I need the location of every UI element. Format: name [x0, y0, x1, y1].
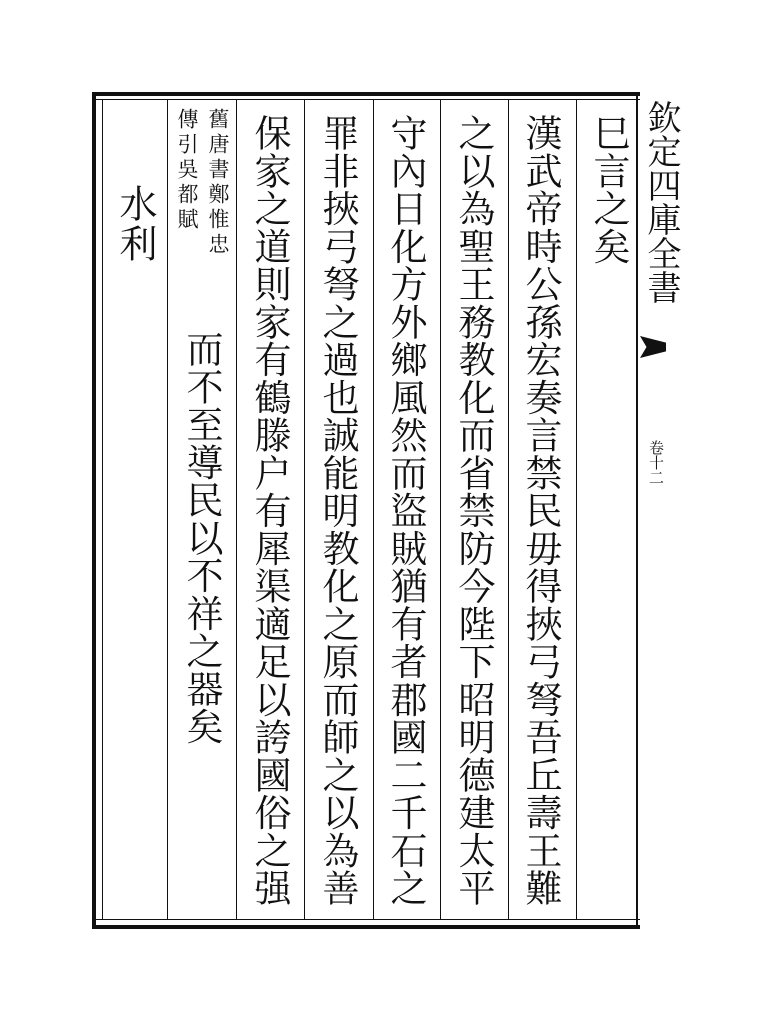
text-column-5: 罪非挾弓弩之過也誠能明教化之原而師之以為善: [316, 114, 359, 907]
column-rule: [576, 100, 577, 920]
top-border: [92, 92, 640, 96]
text-column-3: 之以為聖王務教化而省禁防今陛下昭明德建太平: [452, 114, 495, 907]
text-column-4: 守內日化方外鄉風然而盜賊猶有者郡國二千石之: [384, 114, 427, 907]
top-border-inner: [92, 99, 640, 100]
column-rule: [236, 100, 237, 920]
strip-rule: [636, 96, 638, 926]
left-border: [92, 92, 96, 929]
fish-tail-mark: [640, 336, 666, 358]
note-line-1: 舊唐書鄭惟忠: [206, 108, 230, 258]
column-rule: [508, 100, 509, 920]
left-border-inner: [102, 100, 103, 920]
column-rule: [440, 100, 441, 920]
column-rule: [304, 100, 305, 920]
text-column-2: 漢武帝時公孫宏奏言禁民毋得挾弓弩吾丘壽王難: [519, 114, 562, 907]
column-rule: [373, 100, 374, 920]
book-title: 欽定四庫全書: [641, 100, 681, 304]
section-heading: 水利: [113, 184, 157, 264]
note-continuation: 而不至導民以不祥之器矣: [180, 330, 223, 746]
column-rule: [167, 100, 168, 920]
text-column-1: 巳言之矣: [587, 114, 630, 265]
volume-label: 卷十二: [647, 440, 665, 485]
bottom-border-inner: [92, 919, 640, 920]
text-column-6: 保家之道則家有鶴滕户有犀渠適足以誇國俗之强: [248, 114, 291, 907]
bottom-border: [92, 925, 640, 929]
note-line-2: 傳引吳都賦: [175, 108, 199, 233]
